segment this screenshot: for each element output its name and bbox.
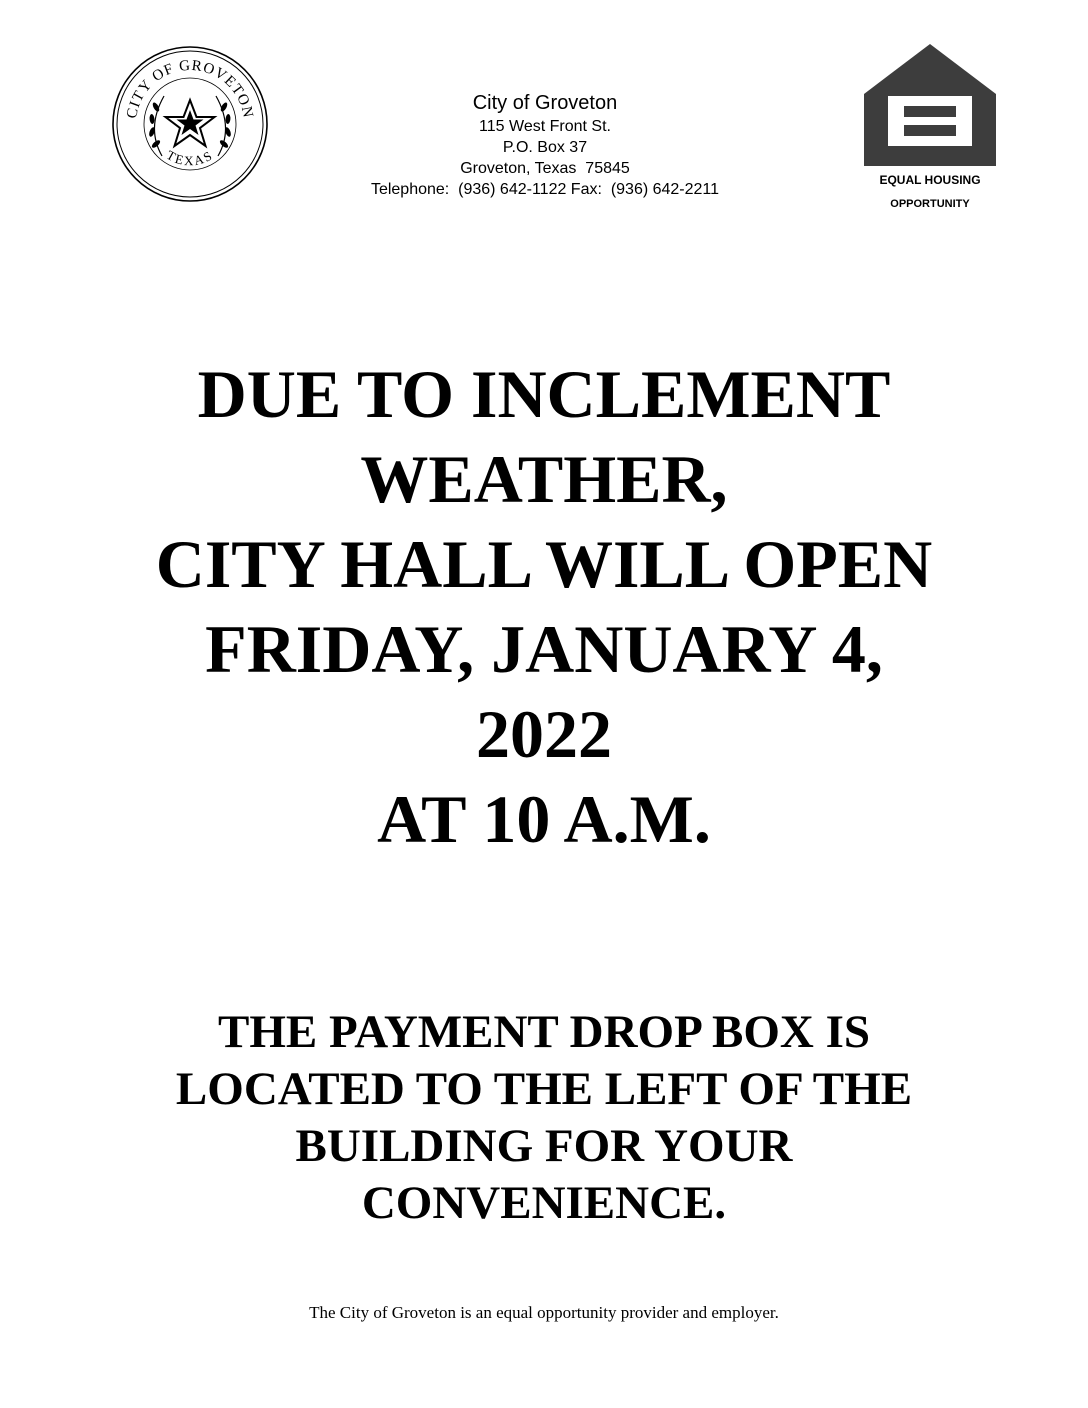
notice-line: CITY HALL WILL OPEN	[155, 526, 933, 602]
po-box: P.O. Box 37	[502, 139, 588, 156]
payment-drop-box-notice	[0, 1004, 1088, 1232]
closure-notice	[0, 352, 1088, 862]
notice-line: AT 10 A.M.	[377, 781, 711, 857]
letterhead	[300, 90, 790, 200]
street-address: 115 West Front St.	[479, 118, 611, 135]
equal-housing-caption	[840, 168, 1020, 216]
payment-line: LOCATED TO THE LEFT OF THE	[175, 1063, 913, 1115]
svg-text:TEXAS	[164, 147, 216, 168]
notice-line: FRIDAY, JANUARY 4,	[205, 611, 883, 687]
seal-bottom-text: TEXAS	[164, 147, 216, 169]
payment-line: THE PAYMENT DROP BOX IS	[217, 1006, 871, 1058]
equal-housing-line2: OPPORTUNITY	[890, 198, 970, 210]
city-state-zip: Groveton, Texas 75845	[460, 160, 630, 177]
payment-line: CONVENIENCE.	[361, 1177, 727, 1229]
city-name: City of Groveton	[472, 92, 618, 114]
seal-top-text: CITY OF GROVETON	[124, 57, 256, 120]
notice-line: 2022	[476, 696, 612, 772]
equal-housing-line1: EQUAL HOUSING	[879, 173, 981, 187]
notice-line: DUE TO INCLEMENT	[197, 356, 891, 432]
phone-fax: Telephone: (936) 642-1122 Fax: (936) 642-2211	[370, 181, 720, 198]
city-seal-icon	[110, 44, 270, 204]
payment-line: BUILDING FOR YOUR	[295, 1120, 793, 1172]
footer-statement: The City of Groveton is an equal opportunity provider and employer.	[309, 1303, 779, 1322]
notice-line: WEATHER,	[360, 441, 728, 517]
